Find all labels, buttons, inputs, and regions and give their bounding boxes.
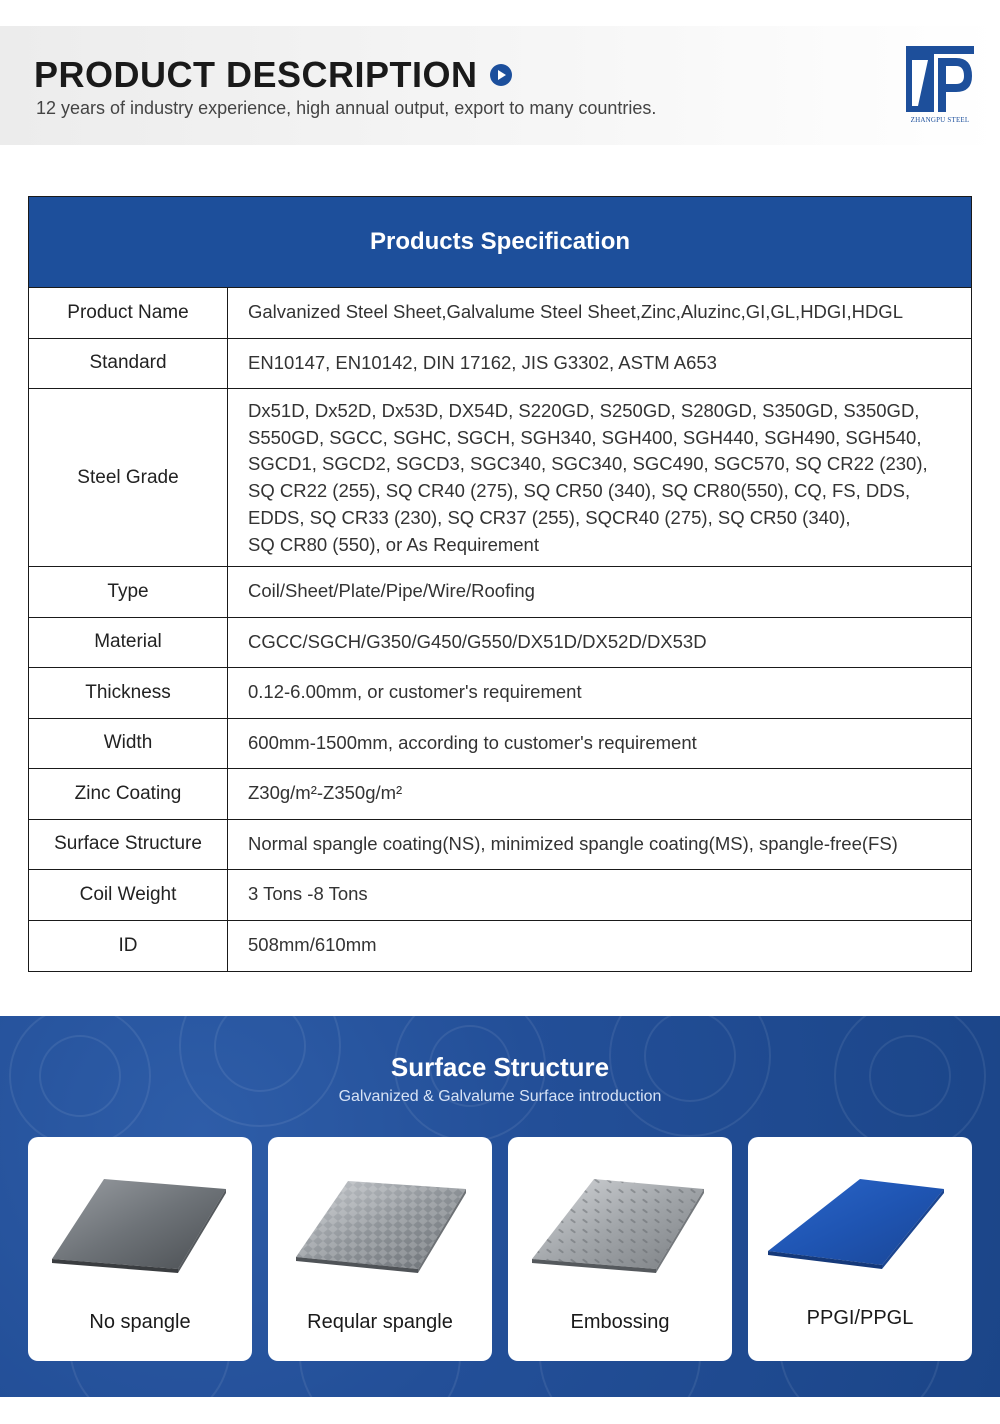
grade-line: Dx51D, Dx52D, Dx53D, DX54D, S220GD, S250GD, S280GD, S350GD, S350GD,: [248, 400, 920, 421]
table-row: [29, 288, 971, 339]
row-value: Galvanized Steel Sheet,Galvalume Steel Sheet,Zinc,Aluzinc,GI,GL,HDGI,HDGL: [248, 301, 903, 323]
table-row: [29, 668, 971, 719]
table-row: [29, 567, 971, 618]
zp-logo-icon: [906, 46, 974, 116]
company-logo: [906, 46, 974, 130]
surface-structure-section: [0, 1016, 1000, 1397]
surface-card-no-spangle[interactable]: [28, 1137, 252, 1361]
card-label: Reqular spangle: [307, 1311, 453, 1333]
table-row: [29, 389, 971, 567]
table-row: [29, 769, 971, 820]
play-icon[interactable]: [490, 64, 512, 86]
spec-table-title: Products Specification: [29, 197, 971, 288]
row-value: 3 Tons -8 Tons: [248, 883, 368, 905]
row-label: Material: [29, 618, 228, 668]
row-label: Zinc Coating: [29, 769, 228, 819]
row-value: Normal spangle coating(NS), minimized spangle coating(MS), spangle-free(FS): [248, 832, 898, 854]
spec-table: [28, 196, 972, 972]
row-label: Steel Grade: [29, 389, 228, 566]
logo-caption: ZHANGPU STEEL: [910, 116, 970, 124]
row-value: 600mm-1500mm, according to customer's requirement: [248, 731, 697, 753]
table-row: [29, 339, 971, 390]
row-value: CGCC/SGCH/G350/G450/G550/DX51D/DX52D/DX53D: [248, 630, 707, 652]
row-label: Type: [29, 567, 228, 617]
card-label: No spangle: [89, 1311, 191, 1333]
table-row: [29, 618, 971, 669]
card-label: Embossing: [570, 1311, 670, 1333]
page-title: [34, 54, 512, 96]
row-label: Standard: [29, 339, 228, 389]
card-label: PPGI/PPGL: [806, 1307, 914, 1329]
row-value: [228, 389, 971, 566]
row-label: Surface Structure: [29, 820, 228, 870]
grade-line: S550GD, SGCC, SGHC, SGCH, SGH340, SGH400, SGH440, SGH490, SGH540,: [248, 426, 922, 448]
grade-line: SGCD1, SGCD2, SGCD3, SGC340, SGC340, SGC490, SGC570, SQ CR22 (230),: [248, 453, 928, 475]
row-value: 508mm/610mm: [248, 934, 377, 956]
row-label: ID: [29, 921, 228, 972]
row-value: Coil/Sheet/Plate/Pipe/Wire/Roofing: [248, 580, 535, 602]
page-subtitle: 12 years of industry experience, high annual output, export to many countries.: [36, 98, 657, 118]
grade-line: SQ CR22 (255), SQ CR40 (275), SQ CR50 (340), SQ CR80(550), CQ, FS, DDS,: [248, 480, 911, 502]
grade-line: SQ CR80 (550), or As Requirement: [248, 533, 539, 555]
row-label: Coil Weight: [29, 870, 228, 920]
table-row: [29, 921, 971, 972]
surface-title: Surface Structure: [390, 1052, 610, 1082]
row-value: Z30g/m²-Z350g/m²: [248, 782, 403, 804]
table-row: [29, 719, 971, 770]
grade-line: EDDS, SQ CR33 (230), SQ CR37 (255), SQCR40 (275), SQ CR50 (340),: [248, 506, 851, 528]
table-row: [29, 870, 971, 921]
surface-card-regular-spangle[interactable]: [268, 1137, 492, 1361]
surface-card-embossing[interactable]: [508, 1137, 732, 1361]
table-row: [29, 820, 971, 871]
row-label: Width: [29, 719, 228, 769]
surface-card-ppgi[interactable]: [748, 1137, 972, 1361]
row-label: Thickness: [29, 668, 228, 718]
row-value: EN10147, EN10142, DIN 17162, JIS G3302, ASTM A653: [248, 351, 717, 373]
surface-subtitle: Galvanized & Galvalume Surface introduction: [338, 1088, 662, 1105]
header-banner: [0, 26, 1000, 145]
row-label: Product Name: [29, 288, 228, 338]
row-value: 0.12-6.00mm, or customer's requirement: [248, 681, 582, 703]
page-title-text: PRODUCT DESCRIPTION: [34, 54, 478, 95]
